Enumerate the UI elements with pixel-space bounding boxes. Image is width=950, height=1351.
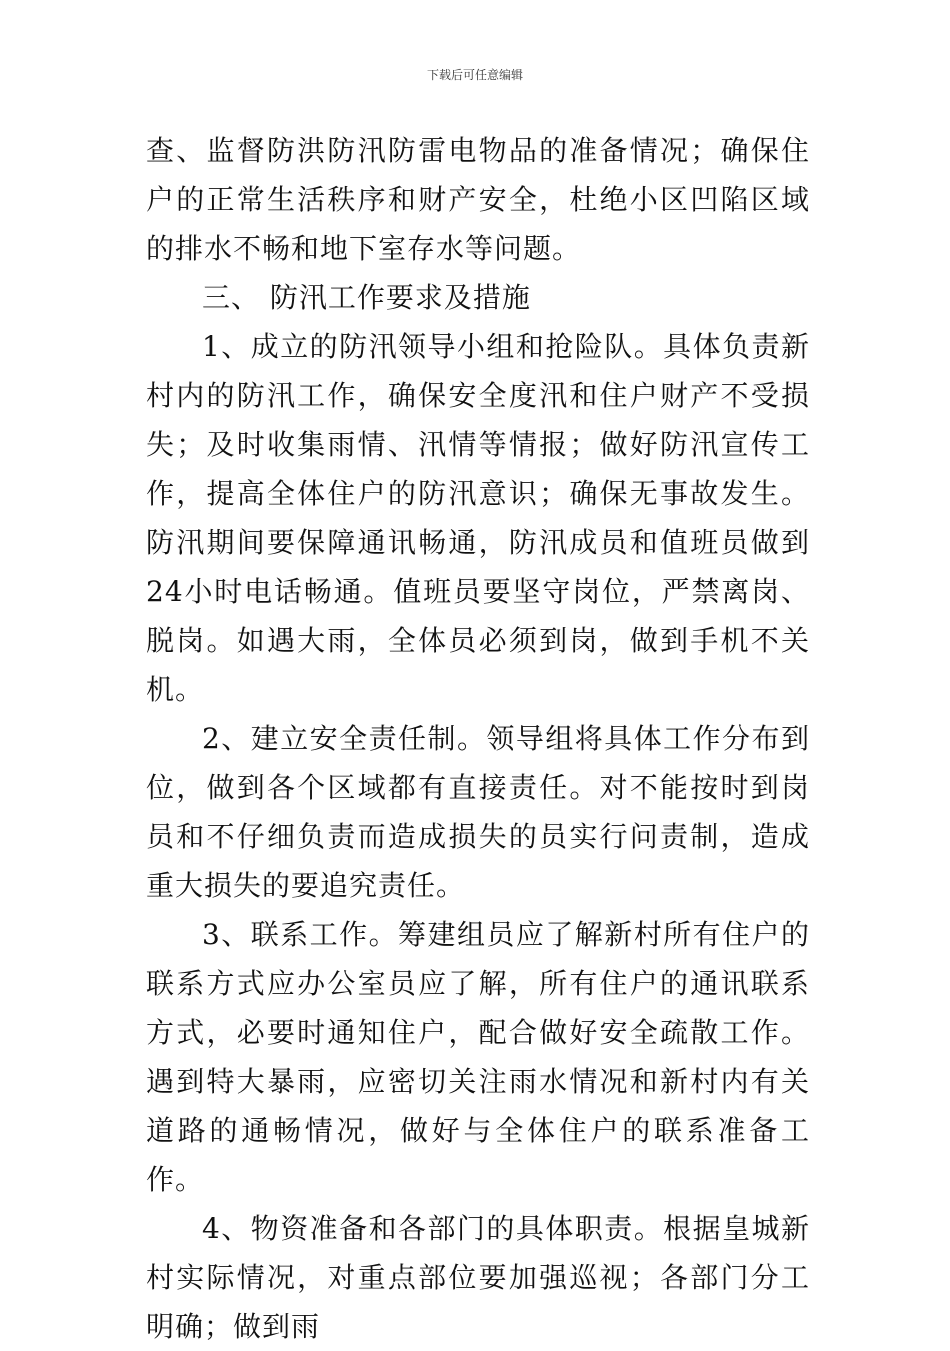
paragraph-item-2: 2、建立安全责任制。领导组将具体工作分布到位，做到各个区域都有直接责任。对不能按时到岗员和不仔细负责而造成损失的员实行问责制，造成重大损失的要追究责任。 [146,722,810,902]
paragraph-continued: 查、监督防洪防汛防雷电物品的准备情况；确保住户的正常生活秩序和财产安全，杜绝小区凹陷区域的排水不畅和地下室存水等问题。 [146,134,810,265]
document-body [146,126,810,1351]
paragraph-item-3: 3、联系工作。筹建组员应了解新村所有住户的联系方式应办公室员应了解，所有住户的通讯联系方式，必要时通知住户，配合做好安全疏散工作。遇到特大暴雨，应密切关注雨水情况和新村内有关道路的通畅情况，做好与全体住户的联系准备工作。 [146,918,810,1196]
section-heading: 三、 防汛工作要求及措施 [202,281,531,314]
paragraph-item-4: 4、物资准备和各部门的具体职责。根据皇城新村实际情况，对重点部位要加强巡视；各部门分工明确；做到雨 [146,1212,810,1343]
paragraph-item-1: 1、成立的防汛领导小组和抢险队。具体负责新村内的防汛工作，确保安全度汛和住户财产不受损失；及时收集雨情、汛情等情报；做好防汛宣传工作，提高全体住户的防汛意识；确保无事故发生。防汛期间要保障通讯畅通，防汛成员和值班员做到24小时电话畅通。值班员要坚守岗位，严禁离岗、脱岗。如遇大雨，全体员必须到岗，做到手机不关机。 [146,330,810,706]
page-header: 下载后可任意编辑 [426,68,523,82]
